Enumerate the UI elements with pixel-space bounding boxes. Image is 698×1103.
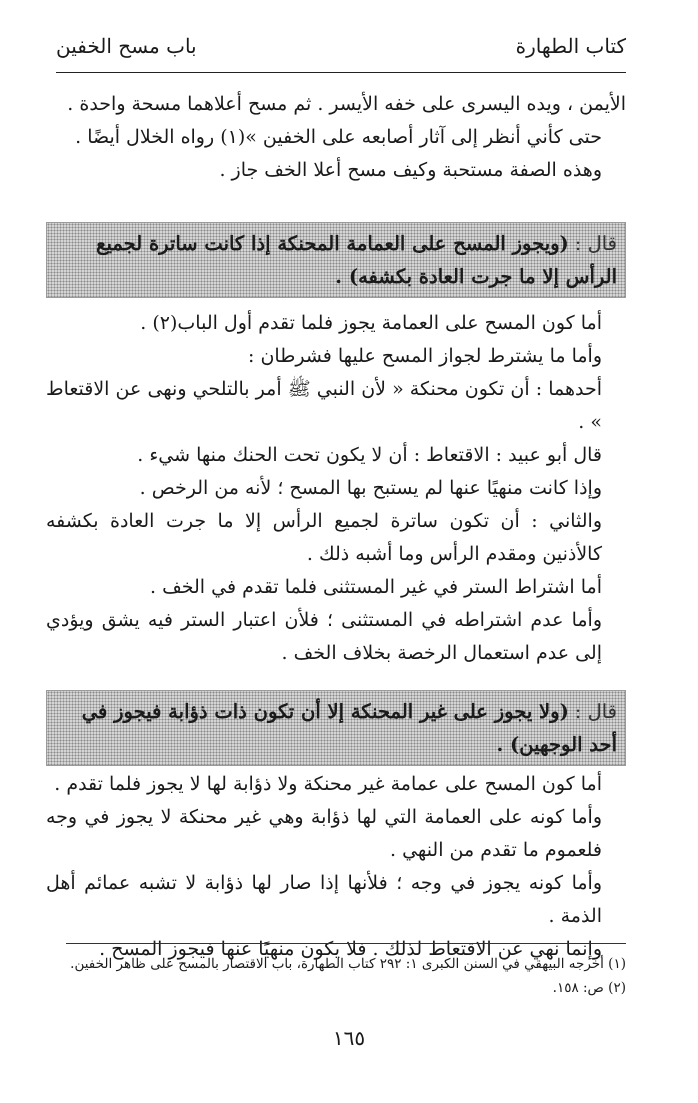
text-line: أما كون المسح على العمامة يجوز فلما تقدم أول الباب(٢) . [140, 312, 602, 334]
text-line: والثاني : أن تكون ساترة لجميع الرأس إلا ما جرت العادة بكشفه كالأذنين ومقدم الرأس وما أشبه ذلك . [46, 510, 602, 565]
footnote-1: (١) أخرجه البيهقي في السنن الكبرى ١: ٢٩٢ كتاب الطهارة، باب الاقتصار بالمسح على ظاهر الخفين. [70, 956, 626, 972]
paragraph-block-2 [46, 307, 626, 670]
text-line: أما اشتراط الستر في غير المستثنى فلما تقدم في الخف . [150, 576, 602, 598]
matn-label: قال : [574, 232, 617, 255]
text-line: وهذه الصفة مستحبة وكيف مسح أعلا الخف جاز . [219, 159, 602, 181]
paragraph-block-1 [46, 88, 626, 187]
matn-text: (ويجوز المسح على العمامة المحنكة إذا كانت ساترة لجميع الرأس إلا ما جرت العادة بكشفه) . [96, 232, 617, 288]
header-divider [56, 72, 626, 73]
text-line: أحدهما : أن تكون محنكة « لأن النبي ﷺ أمر بالتلحي ونهى عن الاقتعاط » . [46, 378, 602, 433]
footnotes [46, 952, 626, 1000]
book-title: كتاب الطهارة [515, 34, 626, 58]
matn-label: قال : [574, 700, 617, 723]
matn-box-1 [46, 222, 626, 298]
text-line: قال أبو عبيد : الاقتعاط : أن لا يكون تحت الحنك منها شيء . [137, 444, 602, 466]
text-line: وأما ما يشترط لجواز المسح عليها فشرطان : [248, 345, 602, 367]
text-line: وإذا كانت منهيًا عنها لم يستبح بها المسح ؛ لأنه من الرخص . [139, 477, 602, 499]
text-line: حتى كأني أنظر إلى آثار أصابعه على الخفين »(١) رواه الخلال أيضًا . [75, 126, 602, 148]
page-number: ١٦٥ [332, 1026, 366, 1050]
text-line: أما كون المسح على عمامة غير محنكة ولا ذؤابة لها لا يجوز فلما تقدم . [54, 773, 602, 795]
chapter-title: باب مسح الخفين [56, 34, 197, 58]
text-line: وأما كونه يجوز في وجه ؛ فلأنها إذا صار لها ذؤابة لا تشبه عمائم أهل الذمة . [46, 872, 602, 927]
footnote-divider [66, 943, 626, 944]
running-header [56, 28, 626, 64]
matn-box-2 [46, 690, 626, 766]
text-line: وأما كونه على العمامة التي لها ذؤابة وهي غير محنكة لا يجوز في وجه فلعموم ما تقدم من النهي . [46, 806, 602, 861]
text-line: الأيمن ، ويده اليسرى على خفه الأيسر . ثم مسح أعلاهما مسحة واحدة . [67, 93, 626, 115]
footnote-2: (٢) ص: ١٥٨. [552, 980, 626, 996]
text-line: وإنما نهي عن الاقتعاط لذلك . فلا يكون منهيًا عنها فيجوز المسح . [99, 938, 602, 960]
paragraph-block-3 [46, 768, 626, 966]
text-line: وأما عدم اشتراطه في المستثنى ؛ فلأن اعتبار الستر فيه يشق ويؤدي إلى عدم استعمال الرخصة بخلاف الخف . [46, 609, 602, 664]
matn-text: (ولا يجوز على غير المحنكة إلا أن تكون ذات ذؤابة فيجوز في أحد الوجهين) . [81, 700, 617, 756]
